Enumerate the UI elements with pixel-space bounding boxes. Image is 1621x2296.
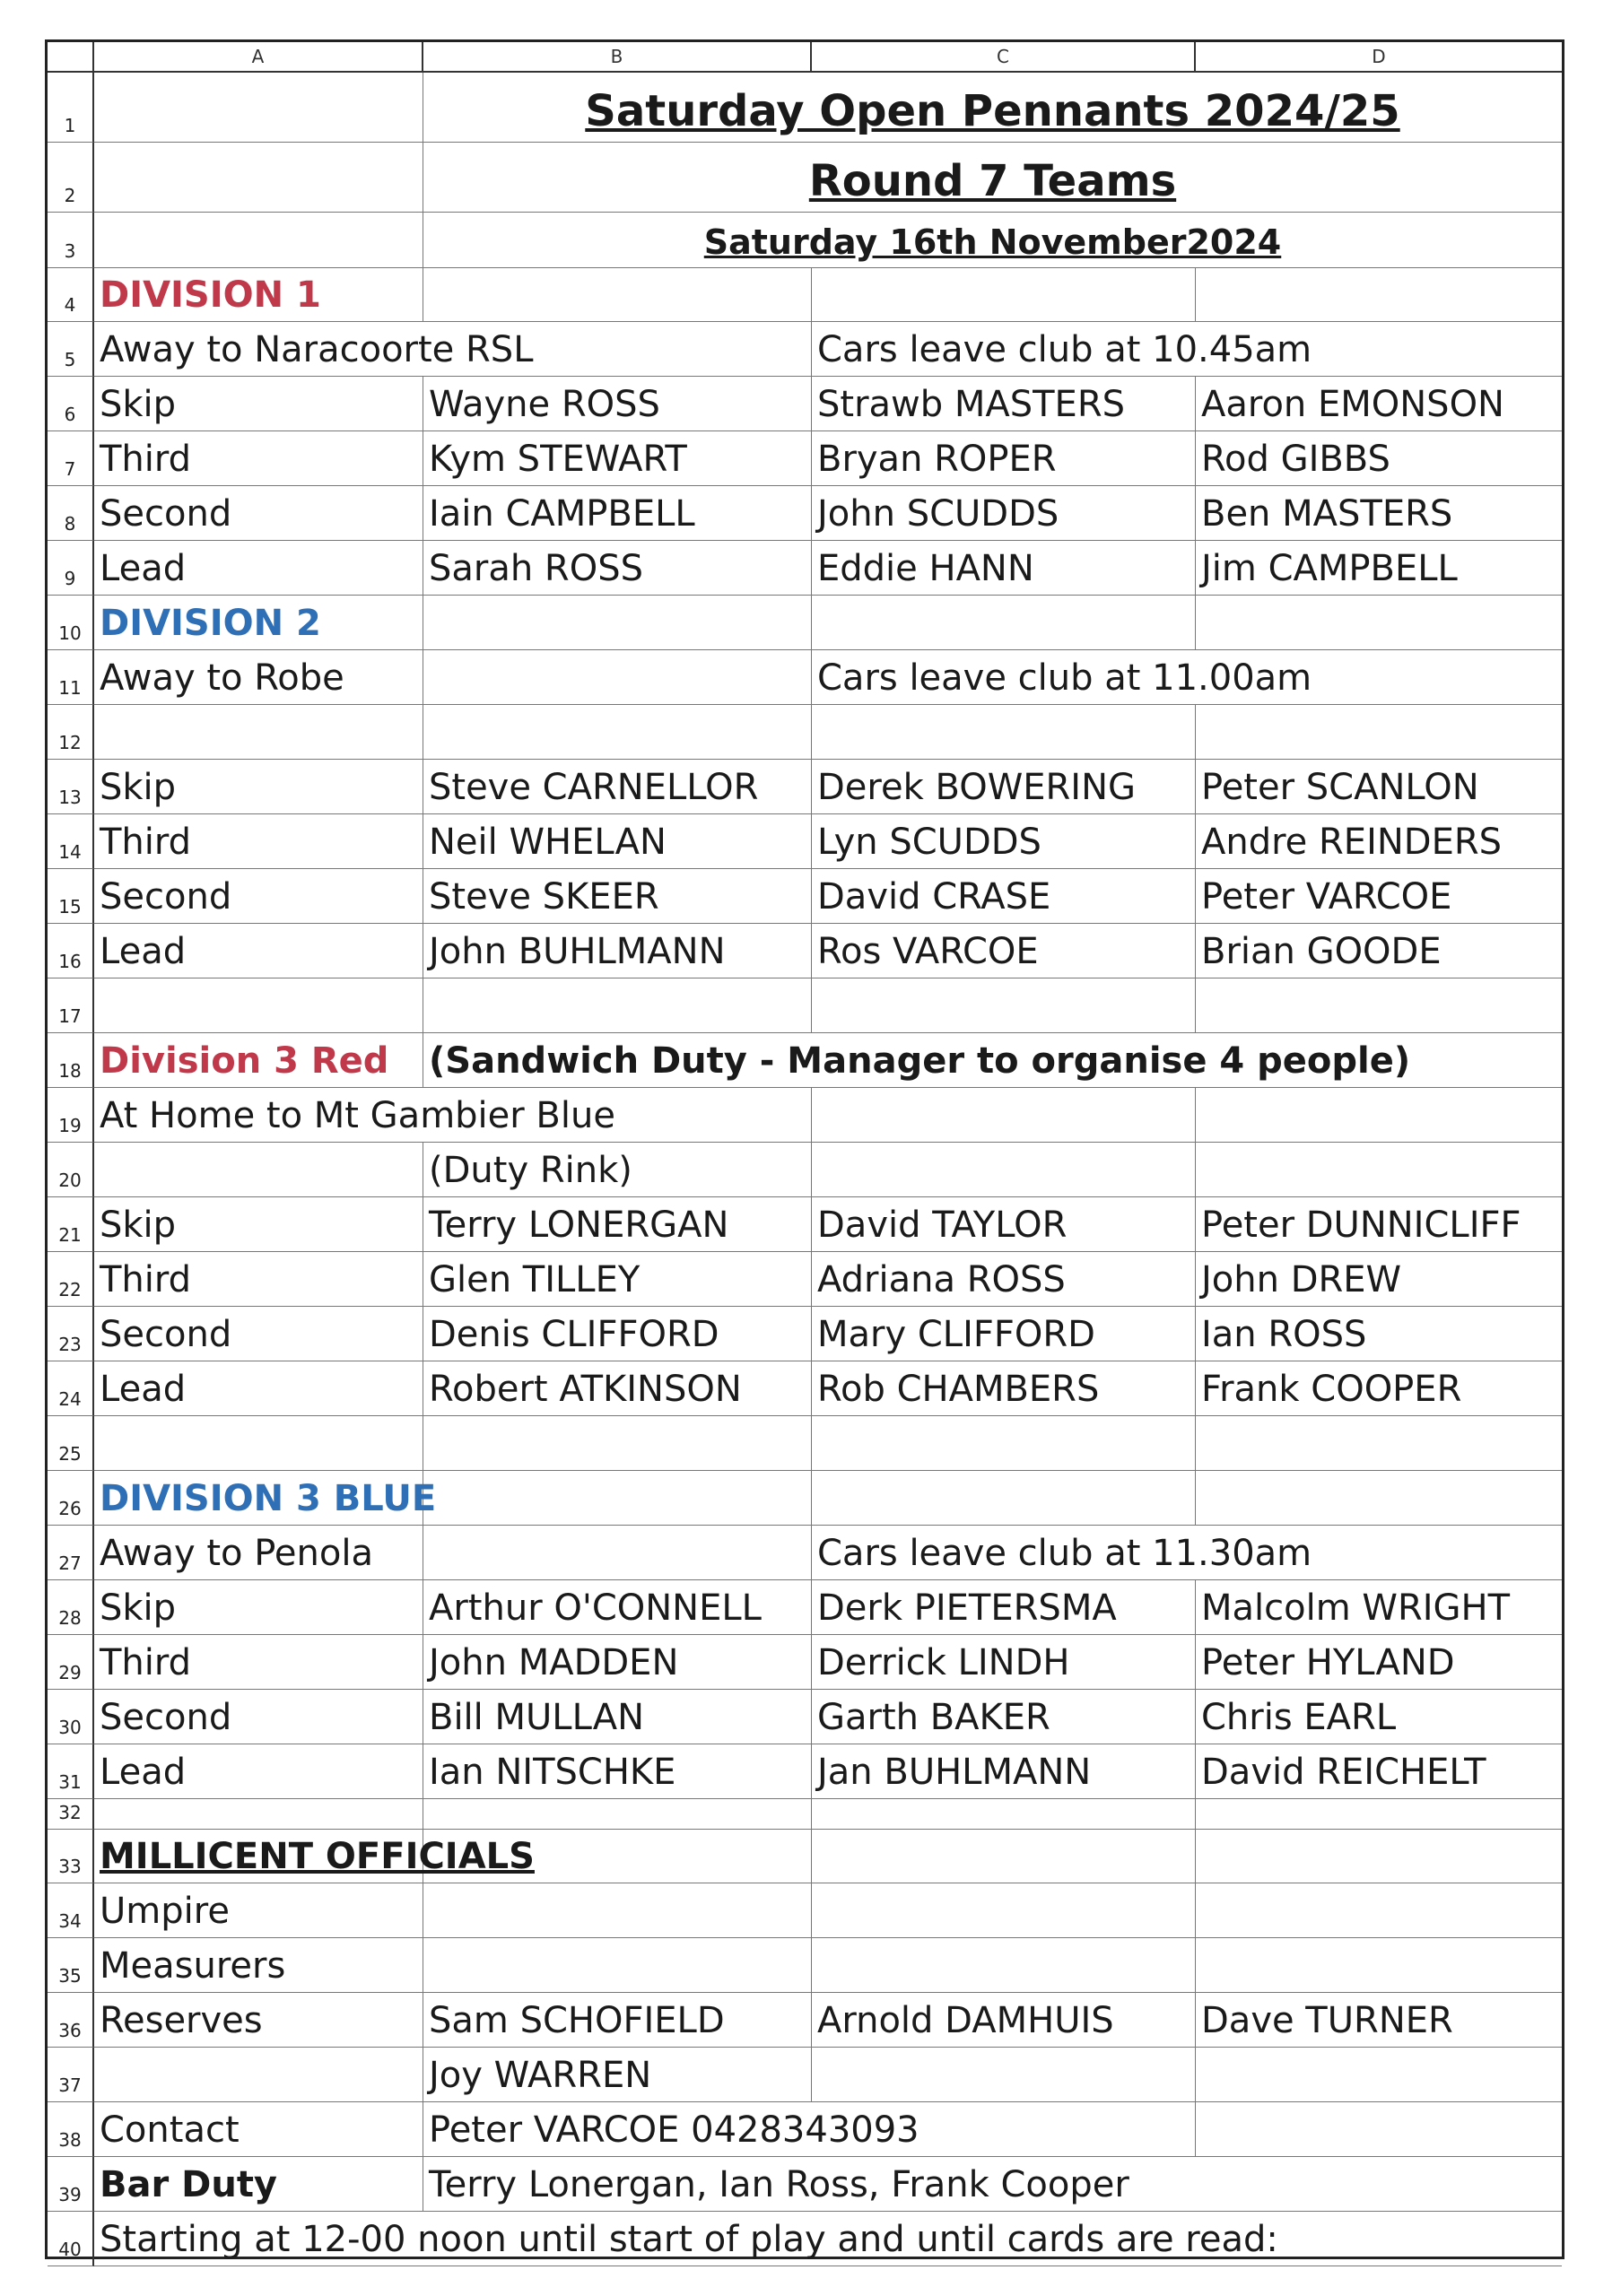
cell-b: Steve SKEER: [423, 869, 812, 924]
cell-b: Steve CARNELLOR: [423, 760, 812, 814]
cell-c: Cars leave club at 11.00am: [812, 650, 1562, 705]
cell-a: [94, 73, 423, 143]
cell-c: [812, 1416, 1196, 1471]
sheet-title: Saturday Open Pennants 2024/25: [423, 73, 1562, 143]
cell-a: Skip: [94, 377, 423, 431]
cell-c: [812, 1883, 1196, 1938]
row-number: 25: [48, 1416, 94, 1471]
cell-b: Terry Lonergan, Ian Ross, Frank Cooper: [423, 2157, 1562, 2212]
cell-c: Mary CLIFFORD: [812, 1307, 1196, 1361]
row-number: 18: [48, 1033, 94, 1088]
column-header-d: D: [1196, 42, 1562, 73]
row-number: 1: [48, 73, 94, 143]
cell-c: Eddie HANN: [812, 541, 1196, 596]
date-title: Saturday 16th November2024: [423, 213, 1562, 268]
cell-b: Robert ATKINSON: [423, 1361, 812, 1416]
cell-b: [423, 1883, 812, 1938]
cell-b: Joy WARREN: [423, 2048, 812, 2102]
cell-c: [812, 1830, 1196, 1883]
cell-a: [94, 1143, 423, 1197]
cell-d: Peter SCANLON: [1196, 760, 1562, 814]
cell-a: Lead: [94, 541, 423, 596]
cell-a: Skip: [94, 1580, 423, 1635]
row-number: 39: [48, 2157, 94, 2212]
cell-b: Denis CLIFFORD: [423, 1307, 812, 1361]
cell-a: Skip: [94, 1197, 423, 1252]
cell-d: [1196, 2102, 1562, 2157]
cell-a: Measurers: [94, 1938, 423, 1993]
column-header-a: A: [94, 42, 423, 73]
cell-c: [812, 1471, 1196, 1526]
cell-c: [812, 268, 1196, 322]
cell-d: Andre REINDERS: [1196, 814, 1562, 869]
cell-a: Third: [94, 1252, 423, 1307]
cell-c: Garth BAKER: [812, 1690, 1196, 1744]
cell-b: Sarah ROSS: [423, 541, 812, 596]
cell-b: (Sandwich Duty - Manager to organise 4 people): [423, 1033, 1562, 1088]
cell-a: [94, 2048, 423, 2102]
cell-a: Away to Robe: [94, 650, 423, 705]
row-number: 6: [48, 377, 94, 431]
cell-b: Arthur O'CONNELL: [423, 1580, 812, 1635]
row-number: 11: [48, 650, 94, 705]
cell-a: [94, 705, 423, 760]
row-number: 15: [48, 869, 94, 924]
cell-c: Cars leave club at 11.30am: [812, 1526, 1562, 1580]
cell-a: [94, 1799, 423, 1830]
cell-a: Contact: [94, 2102, 423, 2157]
cell-b: John BUHLMANN: [423, 924, 812, 978]
cell-c: [812, 596, 1196, 650]
cell-d: Ian ROSS: [1196, 1307, 1562, 1361]
cell-b: Wayne ROSS: [423, 377, 812, 431]
cell-a: Lead: [94, 1744, 423, 1799]
cell-d: [1196, 978, 1562, 1033]
cell-c: [812, 1799, 1196, 1830]
row-number: 35: [48, 1938, 94, 1993]
cell-d: Chris EARL: [1196, 1690, 1562, 1744]
row-number: 10: [48, 596, 94, 650]
cell-b: [423, 1938, 812, 1993]
cell-b: [423, 1830, 812, 1883]
cell-b: [423, 1799, 812, 1830]
cell-a: Third: [94, 814, 423, 869]
cell-d: [1196, 1143, 1562, 1197]
row-number: 21: [48, 1197, 94, 1252]
cell-c: Adriana ROSS: [812, 1252, 1196, 1307]
cell-b: Terry LONERGAN: [423, 1197, 812, 1252]
cell-a: Second: [94, 869, 423, 924]
cell-a: Away to Naracoorte RSL: [94, 322, 812, 377]
cell-a: Second: [94, 1307, 423, 1361]
cell-a: Away to Penola: [94, 1526, 423, 1580]
spreadsheet: [45, 39, 1564, 2259]
cell-b: Neil WHELAN: [423, 814, 812, 869]
row-number: 22: [48, 1252, 94, 1307]
cell-d: Peter HYLAND: [1196, 1635, 1562, 1690]
row-number: 26: [48, 1471, 94, 1526]
row-number: 29: [48, 1635, 94, 1690]
row-number: 8: [48, 486, 94, 541]
cell-d: Brian GOODE: [1196, 924, 1562, 978]
cell-a: Bar Duty: [94, 2157, 423, 2212]
cell-a: Umpire: [94, 1883, 423, 1938]
cell-a: At Home to Mt Gambier Blue: [94, 1088, 812, 1143]
cell-b: [423, 268, 812, 322]
row-number: 3: [48, 213, 94, 268]
cell-a: Third: [94, 431, 423, 486]
cell-a: [94, 213, 423, 268]
cell-a: Lead: [94, 924, 423, 978]
cell-d: [1196, 1830, 1562, 1883]
cell-b: Glen TILLEY: [423, 1252, 812, 1307]
row-number: 36: [48, 1993, 94, 2048]
row-number: 4: [48, 268, 94, 322]
cell-d: [1196, 705, 1562, 760]
cell-b: Ian NITSCHKE: [423, 1744, 812, 1799]
cell-c: [812, 705, 1196, 760]
cell-d: [1196, 1088, 1562, 1143]
cell-a: Second: [94, 486, 423, 541]
cell-b: [423, 705, 812, 760]
row-number: 12: [48, 705, 94, 760]
cell-b: Sam SCHOFIELD: [423, 1993, 812, 2048]
cell-d: Dave TURNER: [1196, 1993, 1562, 2048]
cell-d: Ben MASTERS: [1196, 486, 1562, 541]
cell-c: David TAYLOR: [812, 1197, 1196, 1252]
cell-d: Rod GIBBS: [1196, 431, 1562, 486]
column-header-c: C: [812, 42, 1196, 73]
row-number: 5: [48, 322, 94, 377]
cell-b: [423, 1416, 812, 1471]
cell-c: Ros VARCOE: [812, 924, 1196, 978]
cell-c: Rob CHAMBERS: [812, 1361, 1196, 1416]
cell-b: [423, 1526, 812, 1580]
row-number: 38: [48, 2102, 94, 2157]
cell-b: [423, 1471, 812, 1526]
row-number: 30: [48, 1690, 94, 1744]
cell-a: Starting at 12-00 noon until start of play and until cards are read:: [94, 2212, 1562, 2266]
cell-d: [1196, 268, 1562, 322]
cell-d: David REICHELT: [1196, 1744, 1562, 1799]
cell-c: [812, 1088, 1196, 1143]
corner-cell: [48, 42, 94, 73]
cell-c: Bryan ROPER: [812, 431, 1196, 486]
cell-b: Bill MULLAN: [423, 1690, 812, 1744]
cell-b: Kym STEWART: [423, 431, 812, 486]
cell-c: [812, 1938, 1196, 1993]
row-number: 37: [48, 2048, 94, 2102]
cell-b: [423, 978, 812, 1033]
cell-d: [1196, 1883, 1562, 1938]
cell-c: [812, 1143, 1196, 1197]
cell-d: [1196, 1416, 1562, 1471]
cell-c: Derrick LINDH: [812, 1635, 1196, 1690]
cell-b: (Duty Rink): [423, 1143, 812, 1197]
cell-a: Second: [94, 1690, 423, 1744]
cell-c: Derk PIETERSMA: [812, 1580, 1196, 1635]
cell-c: [812, 978, 1196, 1033]
row-number: 16: [48, 924, 94, 978]
cell-a: Skip: [94, 760, 423, 814]
row-number: 34: [48, 1883, 94, 1938]
row-number: 24: [48, 1361, 94, 1416]
cell-d: [1196, 1471, 1562, 1526]
round-title: Round 7 Teams: [423, 143, 1562, 213]
cell-a: Lead: [94, 1361, 423, 1416]
cell-d: Malcolm WRIGHT: [1196, 1580, 1562, 1635]
cell-a: Division 3 Red: [94, 1033, 423, 1088]
cell-a: [94, 978, 423, 1033]
cell-b: John MADDEN: [423, 1635, 812, 1690]
cell-d: Frank COOPER: [1196, 1361, 1562, 1416]
cell-d: Peter DUNNICLIFF: [1196, 1197, 1562, 1252]
cell-c: Strawb MASTERS: [812, 377, 1196, 431]
row-number: 2: [48, 143, 94, 213]
row-number: 33: [48, 1830, 94, 1883]
row-number: 14: [48, 814, 94, 869]
row-number: 40: [48, 2212, 94, 2266]
cell-c: David CRASE: [812, 869, 1196, 924]
cell-d: Jim CAMPBELL: [1196, 541, 1562, 596]
cell-c: Arnold DAMHUIS: [812, 1993, 1196, 2048]
row-number: 9: [48, 541, 94, 596]
cell-a: MILLICENT OFFICIALS: [94, 1830, 423, 1883]
row-number: 19: [48, 1088, 94, 1143]
cell-c: Jan BUHLMANN: [812, 1744, 1196, 1799]
cell-c: John SCUDDS: [812, 486, 1196, 541]
cell-a: DIVISION 2: [94, 596, 423, 650]
cell-b: [423, 650, 812, 705]
row-number: 31: [48, 1744, 94, 1799]
cell-d: John DREW: [1196, 1252, 1562, 1307]
row-number: 28: [48, 1580, 94, 1635]
cell-a: Reserves: [94, 1993, 423, 2048]
cell-a: DIVISION 1: [94, 268, 423, 322]
cell-a: [94, 143, 423, 213]
cell-d: [1196, 2048, 1562, 2102]
cell-a: Third: [94, 1635, 423, 1690]
cell-c: [812, 2048, 1196, 2102]
cell-a: [94, 1416, 423, 1471]
cell-b: [423, 596, 812, 650]
cell-d: [1196, 596, 1562, 650]
row-number: 27: [48, 1526, 94, 1580]
cell-c: Lyn SCUDDS: [812, 814, 1196, 869]
cell-c: Cars leave club at 10.45am: [812, 322, 1562, 377]
cell-d: Aaron EMONSON: [1196, 377, 1562, 431]
cell-b: Iain CAMPBELL: [423, 486, 812, 541]
cell-c: Derek BOWERING: [812, 760, 1196, 814]
column-header-row: [48, 42, 1567, 73]
row-number: 7: [48, 431, 94, 486]
cell-d: [1196, 1938, 1562, 1993]
column-header-b: B: [423, 42, 812, 73]
row-number: 23: [48, 1307, 94, 1361]
row-number: 32: [48, 1799, 94, 1830]
row-number: 13: [48, 760, 94, 814]
cell-a: DIVISION 3 BLUE: [94, 1471, 423, 1526]
cell-d: [1196, 1799, 1562, 1830]
cell-b: Peter VARCOE 0428343093: [423, 2102, 1196, 2157]
cell-d: Peter VARCOE: [1196, 869, 1562, 924]
row-number: 20: [48, 1143, 94, 1197]
row-number: 17: [48, 978, 94, 1033]
